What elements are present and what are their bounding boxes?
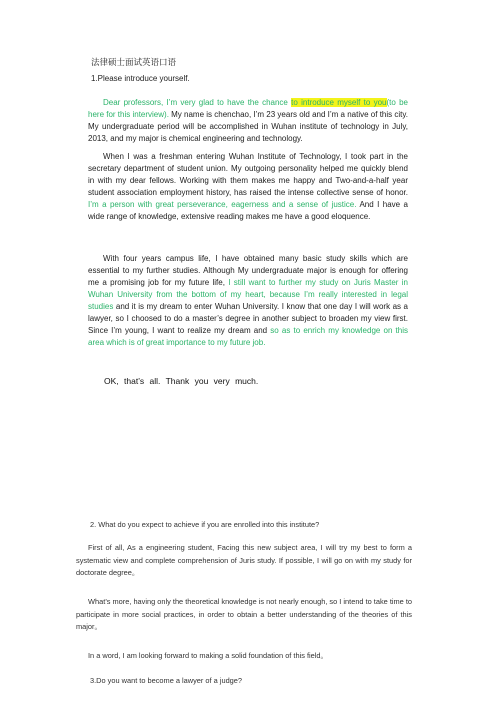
paragraph-intro	[88, 97, 408, 145]
intro-greeting-end: (to be here for this interview).	[88, 98, 409, 119]
campus-green-a: I still want to further my study on Juris Master in Wuhan University from the bottom of my heart, because I’m really interested in legal studies	[88, 278, 408, 311]
answer-2-paragraph-1: First of all, As a engineering student, Facing this new subject area, I will try my best to form a systematic view and complete comprehension of Juris study. If possible, I will go on with my study for doctorate degree。	[76, 543, 412, 577]
intro-highlight: to introduce myself to you	[291, 98, 387, 107]
answer-2-paragraph-3: In a word, I am looking forward to making a solid foundation of this field。	[88, 651, 328, 660]
question-3: 3.Do you want to become a lawyer of a judge?	[90, 676, 243, 685]
intro-rest: My name is chenchao, I’m 23 years old and I’m a native of this city. My undergraduate period will be accomplished in Wuhan institute of technology in July, 2013, and my major is chemical engineering and technology.	[88, 110, 408, 143]
closing-line: OK, that’s all. Thank you very much.	[104, 376, 259, 386]
campus-text-b: and it is my dream to enter Wuhan University. I know that one day I will work as a lawyer, so I choosed to do a master’s degree in another subject to broaden my view first. Since I’m young, I want to realize my dream and	[88, 302, 408, 335]
paragraph-freshman	[88, 151, 408, 223]
answer-2-paragraph-2: What’s more, having only the theoretical knowledge is not nearly enough, so I intend to take time to participate in more social practices, in order to obtain a better understanding of the theories of this major。	[76, 597, 413, 631]
question-2: 2. What do you expect to achieve if you are enrolled into this institute?	[90, 520, 320, 529]
campus-green-b: so as to enrich my knowledge on this area which is of great importance to my future job.	[88, 326, 409, 347]
freshman-green: I’m a person with great perseverance, eagerness and a sense of justice.	[88, 200, 357, 209]
document-title: 法律硕士面试英语口语	[91, 58, 177, 68]
freshman-text-a: When I was a freshman entering Wuhan Institute of Technology, I took part in the secretary department of student union. My outgoing personality helped me quickly blend in with my dear fellows. Working with them makes me happy and Two-and-a-half year student association employment history, has raised the intense collective sense of honor.	[88, 152, 408, 197]
freshman-text-b: And I have a wide range of knowledge, extensive reading makes me have a good eloquence.	[88, 200, 408, 221]
intro-greeting: Dear professors, I’m very glad to have the chance	[103, 98, 292, 107]
paragraph-campus	[88, 253, 408, 349]
campus-text-a: With four years campus life, I have obtained many basic study skills which are essential to my further studies. Although My undergraduate major is enough for offering me a promising job for my future life,	[88, 254, 408, 287]
question-1: 1.Please introduce yourself.	[91, 74, 190, 83]
